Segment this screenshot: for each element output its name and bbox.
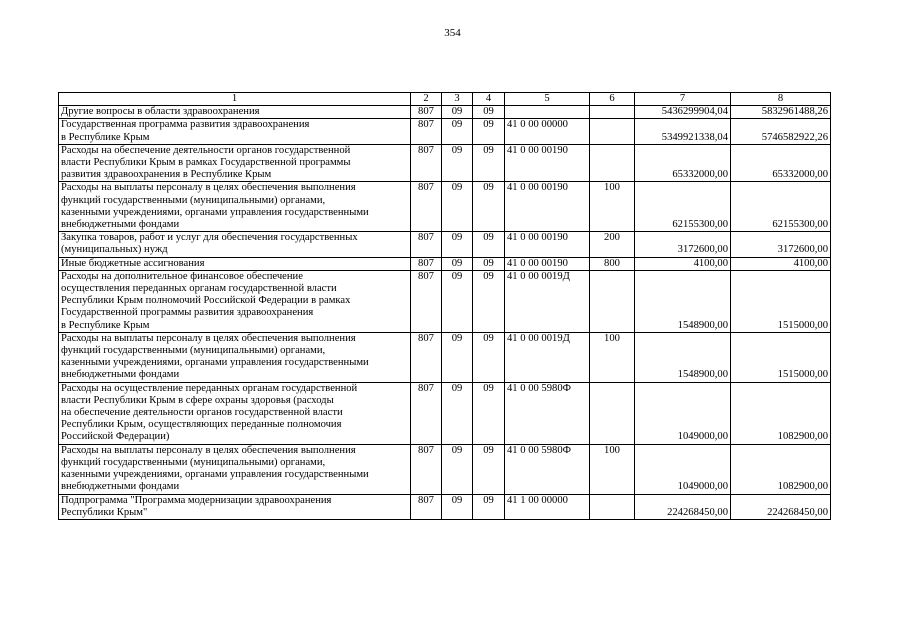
amount-year-2-cell: 1515000,00: [731, 270, 831, 332]
target-article-cell: 41 1 00 00000: [505, 494, 590, 519]
row-name-cell: Подпрограмма "Программа модернизации здравоохранения Республики Крым": [59, 494, 411, 519]
subsection-code-cell: 09: [473, 444, 505, 494]
table-row: [59, 382, 831, 444]
ministry-code-cell: 807: [411, 106, 442, 119]
amount-year-1-cell: 1049000,00: [635, 444, 731, 494]
subsection-code-cell: 09: [473, 382, 505, 444]
table-row: [59, 144, 831, 182]
ministry-code-cell: 807: [411, 182, 442, 232]
table-row: [59, 119, 831, 144]
ministry-code-cell: 807: [411, 144, 442, 182]
table-row: [59, 182, 831, 232]
section-code-cell: 09: [442, 444, 473, 494]
amount-year-2-cell: 1515000,00: [731, 332, 831, 382]
subsection-code-cell: 09: [473, 106, 505, 119]
subsection-code-cell: 09: [473, 182, 505, 232]
row-name-cell: Расходы на выплаты персоналу в целях обеспечения выполнения функций государственными (муниципальными) органами, казенными учреждениями, органами управления государственными внебюджетными фондами: [59, 182, 411, 232]
row-name-cell: Иные бюджетные ассигнования: [59, 257, 411, 270]
subsection-code-cell: 09: [473, 144, 505, 182]
section-code-cell: 09: [442, 270, 473, 332]
table-row: [59, 257, 831, 270]
amount-year-2-cell: 1082900,00: [731, 382, 831, 444]
table-row: [59, 332, 831, 382]
amount-year-1-cell: 5349921338,04: [635, 119, 731, 144]
expense-type-cell: [590, 382, 635, 444]
amount-year-1-cell: 224268450,00: [635, 494, 731, 519]
expense-type-cell: [590, 144, 635, 182]
ministry-code-cell: 807: [411, 444, 442, 494]
row-name-cell: Расходы на осуществление переданных органам государственной власти Республики Крым в сфере охраны здоровья (расходы на обеспечение деятельности органов государственной власти Республики Крым, осуществляющих переданные полномочия Российской Федерации): [59, 382, 411, 444]
row-name-cell: Расходы на выплаты персоналу в целях обеспечения выполнения функций государственными (муниципальными) органами, казенными учреждениями, органами управления государственными внебюджетными фондами: [59, 444, 411, 494]
section-code-cell: 09: [442, 257, 473, 270]
ministry-code-cell: 807: [411, 382, 442, 444]
table-header-row: [59, 93, 831, 106]
expense-type-cell: 100: [590, 332, 635, 382]
column-header: 3: [442, 93, 473, 106]
amount-year-2-cell: 5832961488,26: [731, 106, 831, 119]
column-header: 5: [505, 93, 590, 106]
page-number: 354: [444, 27, 461, 39]
row-name-cell: Расходы на обеспечение деятельности органов государственной власти Республики Крым в рамках Государственной программы развития здравоохранения в Республике Крым: [59, 144, 411, 182]
table-row: [59, 494, 831, 519]
amount-year-1-cell: 1548900,00: [635, 270, 731, 332]
ministry-code-cell: 807: [411, 257, 442, 270]
section-code-cell: 09: [442, 232, 473, 257]
expense-type-cell: 800: [590, 257, 635, 270]
amount-year-2-cell: 4100,00: [731, 257, 831, 270]
column-header: 1: [59, 93, 411, 106]
subsection-code-cell: 09: [473, 232, 505, 257]
section-code-cell: 09: [442, 182, 473, 232]
table-row: [59, 444, 831, 494]
target-article-cell: 41 0 00 5980Ф: [505, 382, 590, 444]
amount-year-2-cell: 62155300,00: [731, 182, 831, 232]
target-article-cell: 41 0 00 0019Д: [505, 332, 590, 382]
column-header: 8: [731, 93, 831, 106]
ministry-code-cell: 807: [411, 119, 442, 144]
target-article-cell: 41 0 00 00190: [505, 144, 590, 182]
row-name-cell: Расходы на выплаты персоналу в целях обеспечения выполнения функций государственными (муниципальными) органами, казенными учреждениями, органами управления государственными внебюджетными фондами: [59, 332, 411, 382]
amount-year-1-cell: 65332000,00: [635, 144, 731, 182]
row-name-cell: Другие вопросы в области здравоохранения: [59, 106, 411, 119]
target-article-cell: 41 0 00 5980Ф: [505, 444, 590, 494]
amount-year-1-cell: 3172600,00: [635, 232, 731, 257]
budget-table: [58, 92, 831, 520]
amount-year-2-cell: 224268450,00: [731, 494, 831, 519]
row-name-cell: Государственная программа развития здравоохранения в Республике Крым: [59, 119, 411, 144]
section-code-cell: 09: [442, 119, 473, 144]
amount-year-1-cell: 1548900,00: [635, 332, 731, 382]
amount-year-2-cell: 3172600,00: [731, 232, 831, 257]
ministry-code-cell: 807: [411, 270, 442, 332]
subsection-code-cell: 09: [473, 257, 505, 270]
amount-year-1-cell: 1049000,00: [635, 382, 731, 444]
amount-year-1-cell: 62155300,00: [635, 182, 731, 232]
column-header: 7: [635, 93, 731, 106]
table-row: [59, 232, 831, 257]
subsection-code-cell: 09: [473, 494, 505, 519]
ministry-code-cell: 807: [411, 232, 442, 257]
target-article-cell: 41 0 00 0019Д: [505, 270, 590, 332]
row-name-cell: Закупка товаров, работ и услуг для обеспечения государственных (муниципальных) нужд: [59, 232, 411, 257]
target-article-cell: 41 0 00 00190: [505, 182, 590, 232]
expense-type-cell: [590, 106, 635, 119]
section-code-cell: 09: [442, 106, 473, 119]
expense-type-cell: 100: [590, 182, 635, 232]
amount-year-1-cell: 4100,00: [635, 257, 731, 270]
ministry-code-cell: 807: [411, 494, 442, 519]
section-code-cell: 09: [442, 332, 473, 382]
row-name-cell: Расходы на дополнительное финансовое обеспечение осуществления переданных органам государственной власти Республики Крым полномочий Российской Федерации в рамках Государственной программы развития здравоохранения в Республике Крым: [59, 270, 411, 332]
section-code-cell: 09: [442, 494, 473, 519]
amount-year-2-cell: 5746582922,26: [731, 119, 831, 144]
subsection-code-cell: 09: [473, 119, 505, 144]
target-article-cell: 41 0 00 00190: [505, 257, 590, 270]
section-code-cell: 09: [442, 144, 473, 182]
ministry-code-cell: 807: [411, 332, 442, 382]
subsection-code-cell: 09: [473, 270, 505, 332]
expense-type-cell: [590, 494, 635, 519]
column-header: 4: [473, 93, 505, 106]
target-article-cell: 41 0 00 00000: [505, 119, 590, 144]
amount-year-1-cell: 5436299904,04: [635, 106, 731, 119]
subsection-code-cell: 09: [473, 332, 505, 382]
column-header: 6: [590, 93, 635, 106]
expense-type-cell: [590, 270, 635, 332]
column-header: 2: [411, 93, 442, 106]
amount-year-2-cell: 65332000,00: [731, 144, 831, 182]
target-article-cell: 41 0 00 00190: [505, 232, 590, 257]
table-row: [59, 270, 831, 332]
table-row: [59, 106, 831, 119]
target-article-cell: [505, 106, 590, 119]
amount-year-2-cell: 1082900,00: [731, 444, 831, 494]
expense-type-cell: [590, 119, 635, 144]
section-code-cell: 09: [442, 382, 473, 444]
expense-type-cell: 200: [590, 232, 635, 257]
expense-type-cell: 100: [590, 444, 635, 494]
